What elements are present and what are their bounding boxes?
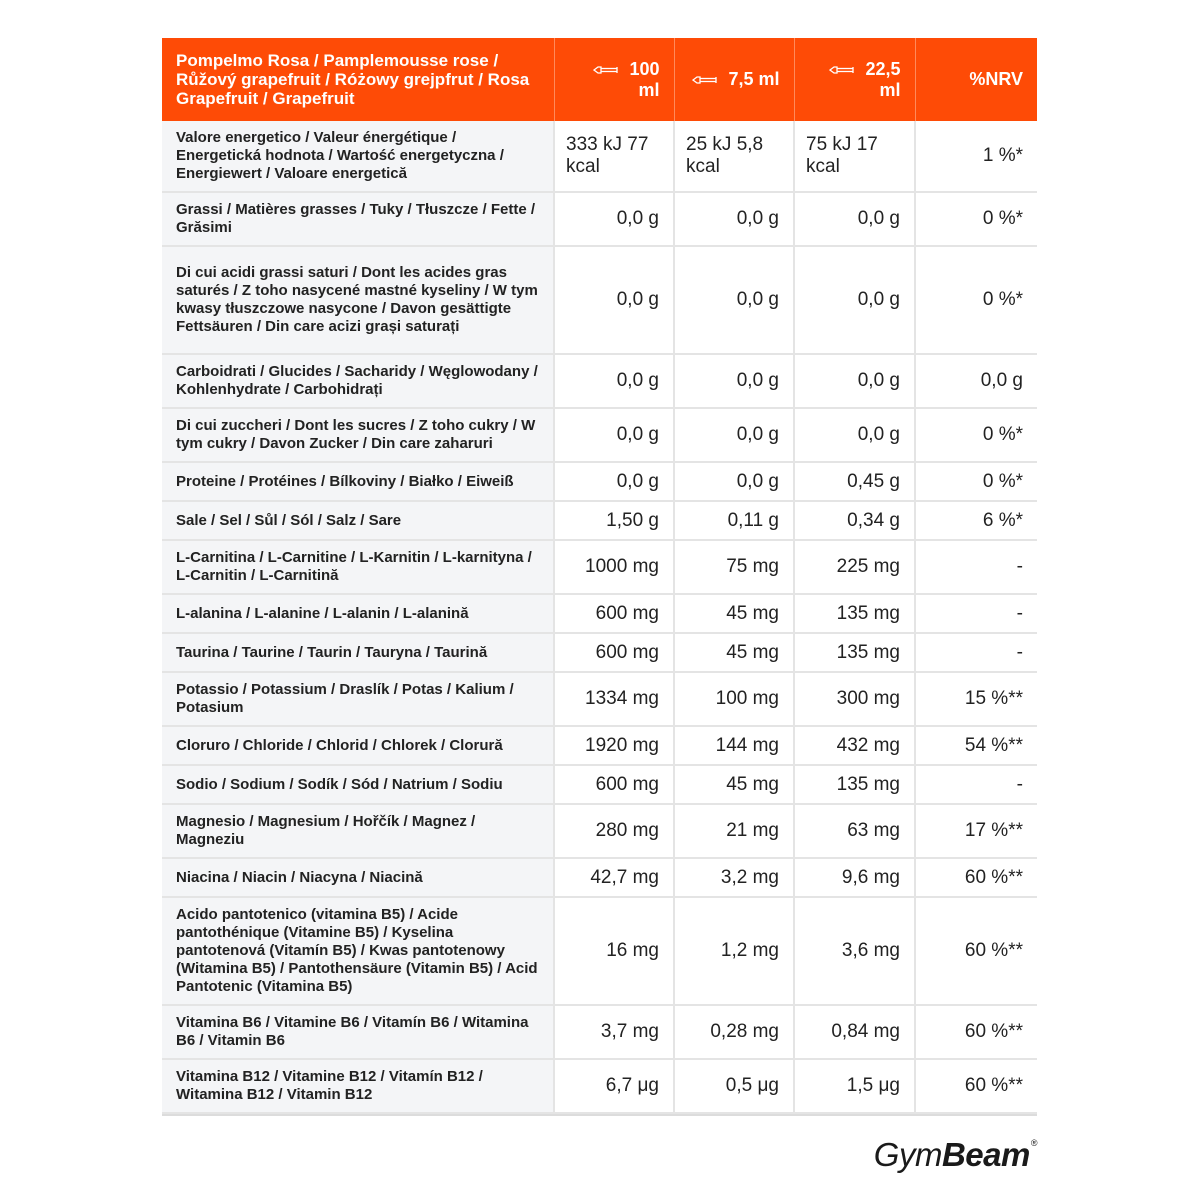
value-7-5ml: 0,0 g	[674, 354, 794, 408]
value-7-5ml: 0,0 g	[674, 408, 794, 462]
value-7-5ml: 0,0 g	[674, 462, 794, 501]
value-100ml: 1334 mg	[554, 672, 674, 726]
column-header-100ml-label: 100 ml	[629, 58, 660, 100]
value-22-5ml: 135 mg	[794, 594, 915, 633]
table-row	[162, 246, 1037, 354]
value-7-5ml: 45 mg	[674, 765, 794, 804]
nutrient-label: Potassio / Potassium / Draslík / Potas / Kalium / Potasium	[162, 672, 554, 726]
value-100ml: 0,0 g	[554, 192, 674, 246]
value-100ml: 600 mg	[554, 633, 674, 672]
value-7-5ml: 0,0 g	[674, 246, 794, 354]
value-nrv: 17 %**	[915, 804, 1037, 858]
value-nrv: 60 %**	[915, 1059, 1037, 1113]
table-row	[162, 858, 1037, 897]
value-nrv: -	[915, 765, 1037, 804]
value-7-5ml: 0,5 μg	[674, 1059, 794, 1113]
table-row	[162, 1059, 1037, 1113]
nutrient-label: Di cui acidi grassi saturi / Dont les acides gras saturés / Z toho nasycené mastné kyseliny / W tym kwasy tłuszczowe nasycone / Davon gesättigte Fettsäuren / Din care acizi grași saturați	[162, 246, 554, 354]
column-header-100ml	[554, 38, 674, 121]
value-100ml: 1000 mg	[554, 540, 674, 594]
value-100ml: 1,50 g	[554, 501, 674, 540]
nutrition-table	[162, 38, 1037, 1114]
value-100ml: 42,7 mg	[554, 858, 674, 897]
table-row	[162, 192, 1037, 246]
value-22-5ml: 135 mg	[794, 765, 915, 804]
value-22-5ml: 135 mg	[794, 633, 915, 672]
value-7-5ml: 45 mg	[674, 594, 794, 633]
table-header-row	[162, 38, 1037, 121]
table-row	[162, 672, 1037, 726]
value-7-5ml: 25 kJ 5,8 kcal	[674, 121, 794, 192]
value-nrv: -	[915, 540, 1037, 594]
value-nrv: 0,0 g	[915, 354, 1037, 408]
value-nrv: 0 %*	[915, 246, 1037, 354]
value-nrv: 60 %**	[915, 858, 1037, 897]
nutrient-label: L-Carnitina / L-Carnitine / L-Karnitin / L-karnityna / L-Carnitin / L-Carnitină	[162, 540, 554, 594]
value-7-5ml: 100 mg	[674, 672, 794, 726]
value-7-5ml: 0,0 g	[674, 192, 794, 246]
nutrition-table-container	[162, 38, 1037, 1116]
nutrient-label: Carboidrati / Glucides / Sacharidy / Węglowodany / Kohlenhydrate / Carbohidrați	[162, 354, 554, 408]
value-7-5ml: 0,11 g	[674, 501, 794, 540]
value-22-5ml: 0,0 g	[794, 354, 915, 408]
value-22-5ml: 9,6 mg	[794, 858, 915, 897]
value-7-5ml: 45 mg	[674, 633, 794, 672]
value-22-5ml: 0,34 g	[794, 501, 915, 540]
value-nrv: -	[915, 594, 1037, 633]
value-22-5ml: 0,45 g	[794, 462, 915, 501]
table-row	[162, 354, 1037, 408]
dropper-icon	[829, 64, 855, 76]
table-row	[162, 462, 1037, 501]
value-100ml: 16 mg	[554, 897, 674, 1005]
nutrient-label: Niacina / Niacin / Niacyna / Niacină	[162, 858, 554, 897]
nutrient-label: Vitamina B6 / Vitamine B6 / Vitamín B6 / Witamina B6 / Vitamin B6	[162, 1005, 554, 1059]
value-22-5ml: 0,84 mg	[794, 1005, 915, 1059]
value-nrv: 6 %*	[915, 501, 1037, 540]
value-100ml: 600 mg	[554, 594, 674, 633]
value-7-5ml: 0,28 mg	[674, 1005, 794, 1059]
value-nrv: 0 %*	[915, 408, 1037, 462]
value-nrv: 15 %**	[915, 672, 1037, 726]
value-7-5ml: 144 mg	[674, 726, 794, 765]
value-nrv: 0 %*	[915, 462, 1037, 501]
value-22-5ml: 0,0 g	[794, 408, 915, 462]
value-100ml: 6,7 μg	[554, 1059, 674, 1113]
nutrient-label: Magnesio / Magnesium / Hořčík / Magnez / Magneziu	[162, 804, 554, 858]
value-nrv: 1 %*	[915, 121, 1037, 192]
value-nrv: 60 %**	[915, 1005, 1037, 1059]
value-100ml: 0,0 g	[554, 354, 674, 408]
table-row	[162, 765, 1037, 804]
table-row	[162, 804, 1037, 858]
table-row	[162, 1005, 1037, 1059]
registered-mark: ®	[1030, 1138, 1037, 1148]
column-header-22-5ml	[794, 38, 915, 121]
value-nrv: 54 %**	[915, 726, 1037, 765]
nutrient-label: Acido pantotenico (vitamina B5) / Acide pantothénique (Vitamine B5) / Kyselina pantotenová (Vitamín B5) / Kwas pantotenowy (Witamina B5) / Pantothensäure (Vitamin B5) / Acid Pantotenic (Vitamina B5)	[162, 897, 554, 1005]
table-row	[162, 501, 1037, 540]
table-row	[162, 726, 1037, 765]
nutrient-label: Proteine / Protéines / Bílkoviny / Białko / Eiweiß	[162, 462, 554, 501]
nutrient-label: Grassi / Matières grasses / Tuky / Tłuszcze / Fette / Grăsimi	[162, 192, 554, 246]
value-nrv: -	[915, 633, 1037, 672]
value-22-5ml: 432 mg	[794, 726, 915, 765]
table-row	[162, 408, 1037, 462]
value-100ml: 1920 mg	[554, 726, 674, 765]
column-header-22-5ml-label: 22,5 ml	[865, 58, 901, 100]
value-22-5ml: 225 mg	[794, 540, 915, 594]
table-row	[162, 121, 1037, 192]
value-22-5ml: 63 mg	[794, 804, 915, 858]
table-row	[162, 540, 1037, 594]
nutrient-label: Cloruro / Chloride / Chlorid / Chlorek / Clorură	[162, 726, 554, 765]
value-nrv: 60 %**	[915, 897, 1037, 1005]
value-22-5ml: 1,5 μg	[794, 1059, 915, 1113]
nutrient-label: Sodio / Sodium / Sodík / Sód / Natrium / Sodiu	[162, 765, 554, 804]
gymbeam-logo	[874, 1124, 1037, 1174]
value-100ml: 0,0 g	[554, 246, 674, 354]
table-row	[162, 594, 1037, 633]
nutrient-label: L-alanina / L-alanine / L-alanin / L-alanină	[162, 594, 554, 633]
dropper-icon	[593, 64, 619, 76]
nutrient-label: Valore energetico / Valeur énergétique / Energetická hodnota / Wartość energetyczna / Energiewert / Valoare energetică	[162, 121, 554, 192]
value-22-5ml: 0,0 g	[794, 246, 915, 354]
table-row	[162, 633, 1037, 672]
value-22-5ml: 3,6 mg	[794, 897, 915, 1005]
value-22-5ml: 75 kJ 17 kcal	[794, 121, 915, 192]
nutrient-label: Taurina / Taurine / Taurin / Tauryna / Taurină	[162, 633, 554, 672]
value-100ml: 333 kJ 77 kcal	[554, 121, 674, 192]
nutrient-label: Di cui zuccheri / Dont les sucres / Z toho cukry / W tym cukry / Davon Zucker / Din care zaharuri	[162, 408, 554, 462]
nutrient-label: Vitamina B12 / Vitamine B12 / Vitamín B12 / Witamina B12 / Vitamin B12	[162, 1059, 554, 1113]
value-100ml: 280 mg	[554, 804, 674, 858]
value-7-5ml: 21 mg	[674, 804, 794, 858]
value-100ml: 0,0 g	[554, 408, 674, 462]
value-7-5ml: 75 mg	[674, 540, 794, 594]
nutrient-label: Sale / Sel / Sůl / Sól / Salz / Sare	[162, 501, 554, 540]
value-22-5ml: 0,0 g	[794, 192, 915, 246]
value-nrv: 0 %*	[915, 192, 1037, 246]
value-7-5ml: 1,2 mg	[674, 897, 794, 1005]
value-7-5ml: 3,2 mg	[674, 858, 794, 897]
table-row	[162, 897, 1037, 1005]
logo-text-gym: Gym	[873, 1136, 942, 1173]
value-100ml: 600 mg	[554, 765, 674, 804]
dropper-icon	[692, 74, 718, 86]
value-100ml: 3,7 mg	[554, 1005, 674, 1059]
value-100ml: 0,0 g	[554, 462, 674, 501]
column-header-7-5ml	[674, 38, 794, 121]
logo-text-beam: Beam	[941, 1136, 1030, 1173]
column-header-nrv: %NRV	[915, 38, 1037, 121]
column-header-7-5ml-label: 7,5 ml	[728, 69, 780, 89]
product-flavor-header: Pompelmo Rosa / Pamplemousse rose / Růžový grapefruit / Różowy grejpfrut / Rosa Grapefruit / Grapefruit	[162, 38, 554, 121]
value-22-5ml: 300 mg	[794, 672, 915, 726]
